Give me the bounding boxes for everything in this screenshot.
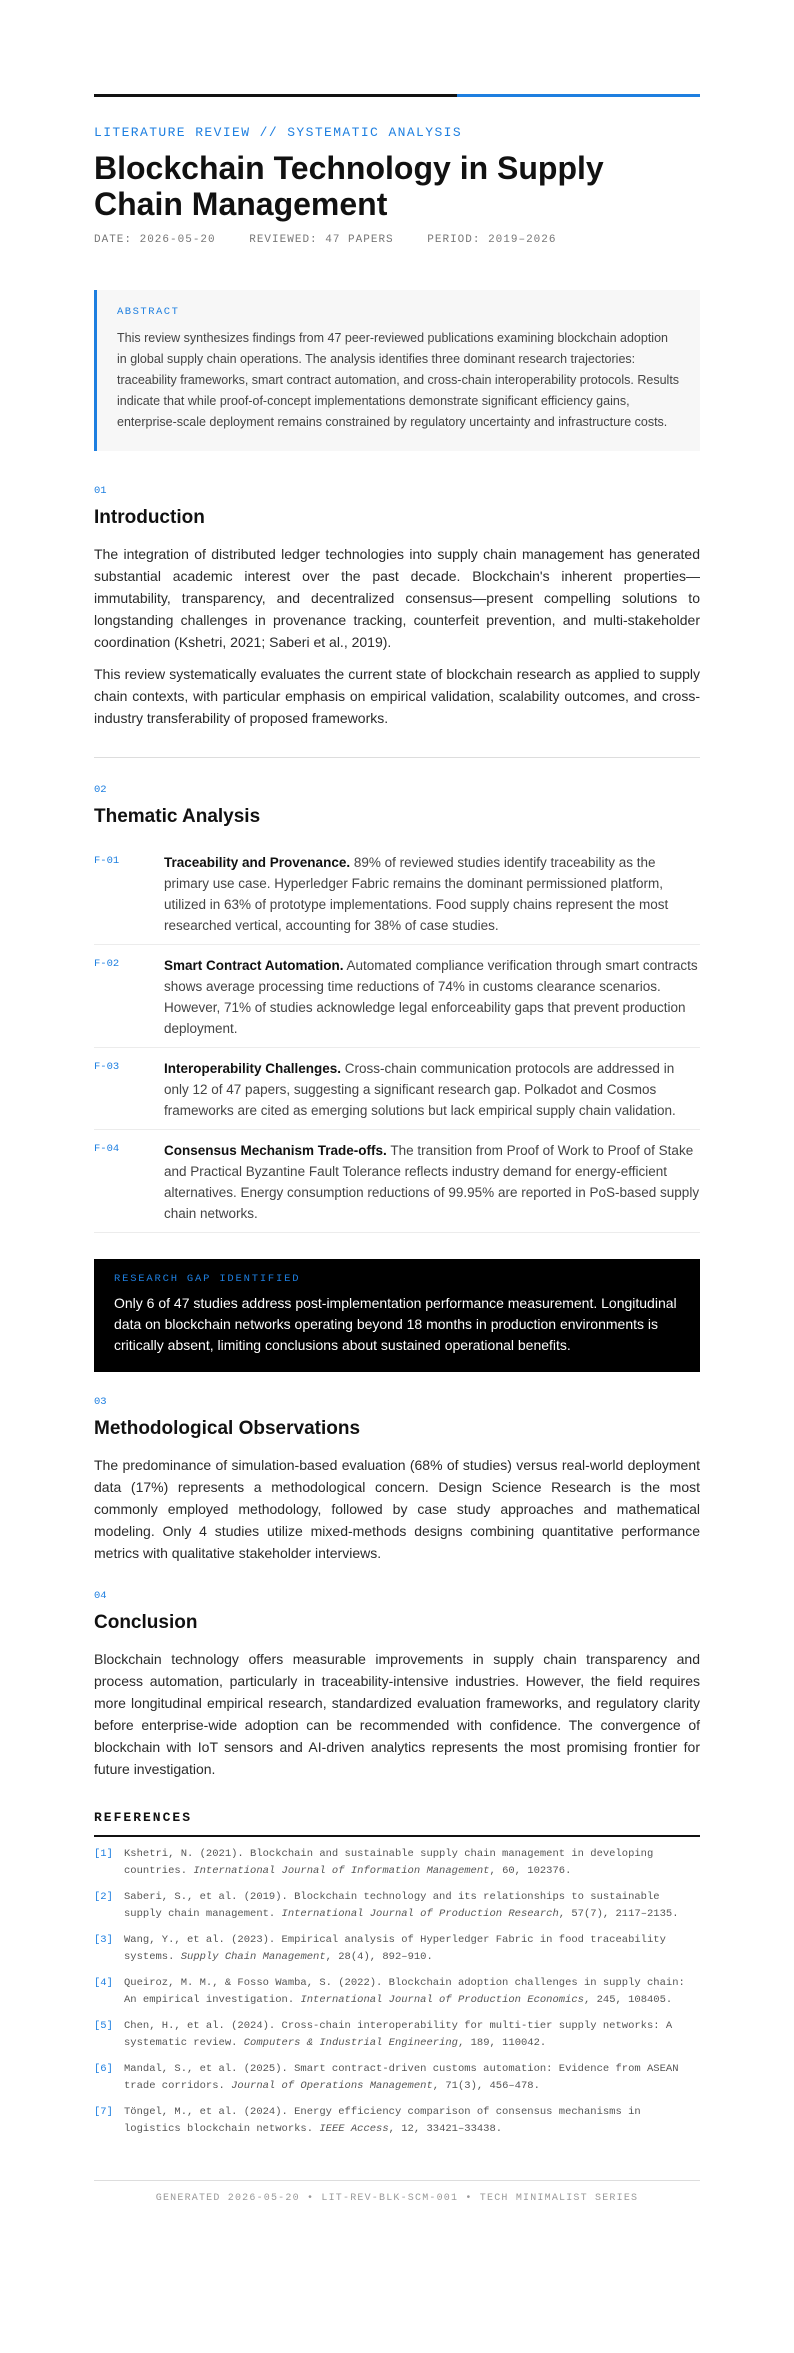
finding-text: [164, 955, 700, 1039]
reference-item: [94, 2061, 700, 2095]
finding-heading: Consensus Mechanism Trade-offs.: [164, 1143, 387, 1158]
section-number: 03: [94, 1396, 107, 1408]
section-methodological-observations: [94, 1396, 700, 1564]
reference-journal: International Journal of Production Economics: [300, 1994, 584, 2006]
reference-journal: International Journal of Information Management: [193, 1865, 490, 1877]
paragraph: Blockchain technology offers measurable improvements in supply chain transparency and process automation, particularly in traceability-intensive industries. However, the field requires more longitudinal empirical research, standardized evaluation frameworks, and regulatory clarity before enterprise-wide adoption can be recommended with confidence. The convergence of blockchain with IoT sensors and AI-driven analytics represents the most promising frontier for future investigation.: [94, 1651, 700, 1777]
research-gap-callout: [94, 1259, 700, 1372]
reference-journal: International Journal of Production Research: [281, 1908, 559, 1920]
reference-authors-title: Chen, H., et al. (2024). Cross-chain interoperability for multi-tier supply networks: A systematic review.: [124, 2020, 673, 2049]
document-kicker: LITERATURE REVIEW // SYSTEMATIC ANALYSIS: [94, 125, 463, 140]
reference-journal: Computers & Industrial Engineering: [243, 2037, 458, 2049]
reference-volume: , 71(3), 456–478.: [432, 2080, 540, 2092]
finding-item: [94, 842, 700, 945]
reference-number: [5]: [94, 2020, 113, 2032]
finding-heading: Traceability and Provenance.: [164, 855, 351, 870]
references-section: [94, 1810, 700, 2138]
finding-body: 89% of reviewed studies identify traceability as the primary use case. Hyperledger Fabric remains the dominant permissioned platform, utilized in 63% of prototype implementations. Food supply chains represent the most researched vertical, accounting for 38% of case studies.: [164, 855, 669, 933]
research-gap-label: RESEARCH GAP IDENTIFIED: [114, 1273, 301, 1285]
reference-authors-title: Mandal, S., et al. (2025). Smart contract-driven customs automation: Evidence from ASEAN trade corridors.: [124, 2063, 679, 2092]
section-title: Introduction: [94, 507, 205, 528]
reference-number: [6]: [94, 2063, 113, 2075]
reference-text: [124, 2061, 700, 2095]
reference-volume: , 12, 33421–33438.: [388, 2123, 503, 2135]
reference-volume: , 28(4), 892–910.: [325, 1951, 433, 1963]
section-title: Methodological Observations: [94, 1418, 361, 1439]
reference-item: [94, 2104, 700, 2138]
reference-number: [7]: [94, 2106, 113, 2118]
finding-text: [164, 1140, 700, 1224]
reference-text: [124, 2018, 700, 2052]
meta-reviewed: REVIEWED: 47 PAPERS: [249, 234, 394, 246]
reference-number: [4]: [94, 1977, 113, 1989]
document-page: [94, 0, 700, 2204]
reference-item: [94, 1932, 700, 1966]
reference-item: [94, 1846, 700, 1880]
reference-item: [94, 1975, 700, 2009]
paragraph: The predominance of simulation-based evaluation (68% of studies) versus real-world deployment data (17%) represents a methodological concern. Design Science Research is the most commonly employed methodology, followed by case study approaches and mathematical modeling. Only 4 studies utilize mixed-methods designs combining quantitative performance metrics with qualitative stakeholder interviews.: [94, 1457, 700, 1561]
finding-id: F-03: [94, 1061, 120, 1073]
reference-volume: , 60, 102376.: [489, 1865, 572, 1877]
reference-number: [1]: [94, 1848, 113, 1860]
finding-id: F-01: [94, 855, 120, 867]
finding-text: [164, 1058, 700, 1121]
paragraph: This review systematically evaluates the current state of blockchain research as applied to supply chain contexts, with particular emphasis on empirical validation, scalability outcomes, and cross-industry transferability of proposed frameworks.: [94, 666, 700, 726]
finding-body: Cross-chain communication protocols are addressed in only 12 of 47 papers, suggesting a significant research gap. Polkadot and Cosmos frameworks are cited as emerging solutions but lack empirical supply chain validation.: [164, 1061, 676, 1118]
reference-authors-title: Töngel, M., et al. (2024). Energy efficiency comparison of consensus mechanisms in logistics blockchain networks.: [124, 2106, 641, 2135]
reference-text: [124, 1932, 700, 1966]
finding-item: [94, 1130, 700, 1233]
finding-body: The transition from Proof of Work to Proof of Stake and Practical Byzantine Fault Tolerance reflects industry demand for energy-efficient alternatives. Energy consumption reductions of 99.95% are reported in PoS-based supply chain networks.: [164, 1143, 700, 1221]
finding-id: F-02: [94, 958, 120, 970]
section-title: Thematic Analysis: [94, 806, 261, 827]
reference-text: [124, 1889, 700, 1923]
section-title: Conclusion: [94, 1612, 198, 1633]
document-footer: GENERATED 2026-05-20 • LIT-REV-BLK-SCM-001 • TECH MINIMALIST SERIES: [94, 2180, 700, 2204]
section-thematic-analysis: [94, 784, 700, 1233]
reference-authors-title: Saberi, S., et al. (2019). Blockchain technology and its relationships to sustainable supply chain management.: [124, 1891, 660, 1920]
abstract-text: This review synthesizes findings from 47 peer-reviewed publications examining blockchain adoption in global supply chain operations. The analysis identifies three dominant research trajectories: traceability frameworks, smart contract automation, and cross-chain interoperability protocols. Results indicate that while proof-of-concept implementations demonstrate significant efficiency gains, enterprise-scale deployment remains constrained by regulatory uncertainty and infrastructure costs.: [117, 331, 680, 429]
reference-item: [94, 1889, 700, 1923]
reference-text: [124, 2104, 700, 2138]
reference-journal: Supply Chain Management: [180, 1951, 326, 1963]
reference-volume: , 189, 110042.: [457, 2037, 547, 2049]
document-title: Blockchain Technology in Supply Chain Management: [94, 150, 604, 222]
reference-number: [2]: [94, 1891, 113, 1903]
document-meta: [94, 234, 700, 246]
finding-body: Automated compliance verification through smart contracts shows average processing time reductions of 74% in customs clearance scenarios. However, 71% of studies acknowledge legal enforceability gaps that prevent production deployment.: [164, 958, 698, 1036]
reference-authors-title: Wang, Y., et al. (2023). Empirical analysis of Hyperledger Fabric in food traceability systems.: [124, 1934, 666, 1963]
meta-period: PERIOD: 2019–2026: [427, 234, 557, 246]
abstract-box: [94, 290, 700, 451]
reference-journal: IEEE Access: [319, 2123, 389, 2135]
reference-text: [124, 1846, 700, 1880]
reference-number: [3]: [94, 1934, 113, 1946]
finding-heading: Interoperability Challenges.: [164, 1061, 342, 1076]
section-conclusion: [94, 1590, 700, 1780]
reference-authors-title: Kshetri, N. (2021). Blockchain and sustainable supply chain management in developing countries.: [124, 1848, 654, 1877]
reference-volume: , 245, 108405.: [583, 1994, 673, 2006]
section-number: 04: [94, 1590, 107, 1602]
finding-item: [94, 945, 700, 1048]
top-rule: [94, 94, 700, 97]
section-number: 01: [94, 485, 107, 497]
section-number: 02: [94, 784, 107, 796]
section-introduction: [94, 485, 700, 729]
reference-authors-title: Queiroz, M. M., & Fosso Wamba, S. (2022). Blockchain adoption challenges in supply chain: An empirical investigation.: [124, 1977, 685, 2006]
references-title: REFERENCES: [94, 1810, 700, 1837]
reference-volume: , 57(7), 2117–2135.: [558, 1908, 679, 1920]
finding-item: [94, 1048, 700, 1130]
reference-text: [124, 1975, 700, 2009]
finding-text: [164, 852, 700, 936]
finding-heading: Smart Contract Automation.: [164, 958, 344, 973]
abstract-label: ABSTRACT: [117, 306, 180, 318]
reference-journal: Journal of Operations Management: [231, 2080, 433, 2092]
top-rule-accent: [457, 94, 700, 97]
finding-id: F-04: [94, 1143, 120, 1155]
meta-date: DATE: 2026-05-20: [94, 234, 216, 246]
section-divider: [94, 757, 700, 758]
research-gap-text: Only 6 of 47 studies address post-implementation performance measurement. Longitudinal data on blockchain networks operating beyond 18 months in production environments is critically absent, limiting conclusions about sustained operational benefits.: [114, 1295, 677, 1353]
paragraph: The integration of distributed ledger technologies into supply chain management has generated substantial academic interest over the past decade. Blockchain's inherent properties—immutability, transparency, and decentralized consensus—present compelling solutions to longstanding challenges in provenance tracking, counterfeit prevention, and multi-stakeholder coordination (Kshetri, 2021; Saberi et al., 2019).: [94, 546, 700, 650]
reference-item: [94, 2018, 700, 2052]
